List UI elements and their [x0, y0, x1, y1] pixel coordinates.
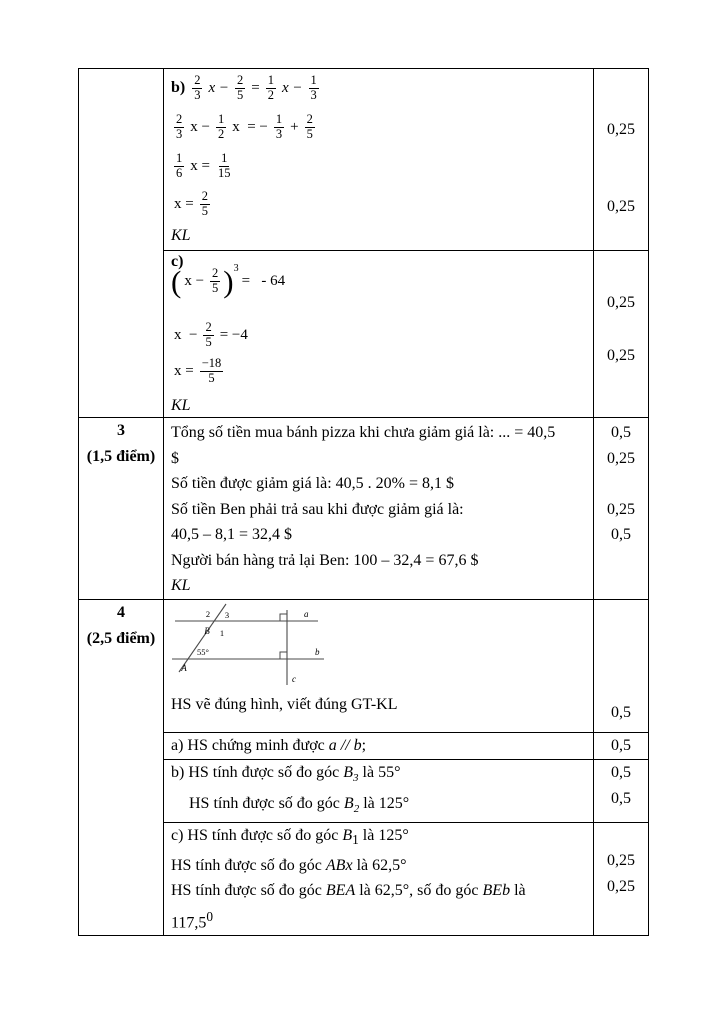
solution-line: [164, 823, 593, 853]
point-value: [594, 471, 648, 497]
part-label: c): [171, 253, 184, 270]
solution-cell-q4b: [164, 759, 594, 822]
math-segment: ABx: [325, 856, 353, 874]
text-segment: là 125°: [358, 826, 409, 844]
math-text: x = −: [232, 118, 268, 135]
line-label-b: b: [315, 646, 320, 657]
row-q2b: [79, 69, 649, 251]
point-value: 0,25: [607, 500, 635, 518]
text-segment: 117,5: [171, 913, 207, 931]
math-text: = - 64: [241, 273, 286, 290]
paren: ): [223, 264, 234, 299]
math-line: [171, 113, 318, 142]
math-text: x −: [174, 326, 198, 343]
text-segment: HS tính được số đo góc: [171, 882, 326, 900]
line-label-c: c: [292, 673, 296, 684]
text-segment: là 55°: [358, 763, 401, 781]
fraction: $\frac{1}{6}$: [176, 151, 183, 180]
math-text: =: [251, 79, 260, 96]
fraction: $\frac{1}{15}$: [217, 151, 231, 180]
math-segment: BEA: [325, 882, 356, 900]
math-segment: a // b: [328, 736, 362, 754]
math-text: x −: [281, 79, 303, 96]
part-label: b): [171, 79, 186, 97]
question-number-cell-q4: [79, 599, 164, 936]
solution-line: Người bán hàng trả lại Ben: 100 – 32,4 = 67,6 $: [171, 551, 479, 569]
fraction: $\frac{2}{5}$: [306, 112, 313, 141]
superscript: 0: [206, 908, 214, 924]
equation: [171, 190, 213, 219]
text-segment: a) HS chứng minh được: [171, 736, 329, 754]
angle-label-2: 2: [205, 608, 211, 619]
fraction: $\frac{2}{5}$: [237, 73, 244, 102]
points-cell-q4a: [594, 732, 649, 759]
math-line: [171, 190, 213, 219]
math-segment: BEb: [482, 882, 511, 900]
question-score: (2,5 điểm): [86, 629, 156, 647]
fraction: $\frac{-18}{5}$: [201, 356, 222, 385]
question-number-cell-q3: [79, 418, 164, 600]
text-segment: ;: [361, 736, 367, 754]
math-text: x −: [184, 273, 205, 290]
equation: [171, 263, 288, 299]
solution-line: [164, 791, 593, 822]
points-cell-q4c: [594, 822, 649, 936]
geometry-figure: [172, 602, 330, 688]
line-label-a: a: [304, 608, 309, 619]
fraction: $\frac{2}{5}$: [205, 320, 212, 349]
solution-line: Số tiền được giảm giá là: 40,5 . 20% = 8,1 $: [171, 475, 455, 492]
exponent: 3: [233, 263, 239, 274]
solution-cell-q4a: [164, 732, 594, 759]
math-segment: B: [343, 794, 354, 812]
point-value: 0,25: [607, 852, 635, 870]
math-line: [171, 321, 251, 350]
text-segment: là 125°: [359, 794, 410, 812]
point-value: [594, 899, 648, 925]
text-segment: HS tính được số đo góc: [171, 856, 326, 874]
subscript: 3: [353, 771, 359, 784]
solution-line: Số tiền Ben phải trả sau khi được giảm giá là:: [171, 500, 464, 518]
kl-label: KL: [171, 577, 191, 594]
right-angle-mark-b: [280, 652, 287, 659]
question-number: 3: [117, 422, 125, 439]
fraction: $\frac{2}{3}$: [176, 112, 183, 141]
kl-label: KL: [171, 397, 191, 414]
point-value: 0,5: [611, 526, 631, 543]
equation: [189, 74, 322, 103]
right-angle-mark-a: [280, 614, 287, 621]
angle-label-1: 1: [219, 627, 225, 638]
angle-label-55: 55°: [197, 646, 209, 657]
transversal-line: [179, 604, 226, 672]
text-segment: là 62,5°, số đo góc: [355, 882, 483, 900]
math-line: [171, 357, 226, 386]
math-text: = −4: [219, 326, 248, 343]
solution-cell-q3: [164, 418, 594, 600]
point-value: 0,25: [607, 347, 635, 364]
solution-line: [164, 853, 593, 879]
row-q4-figure: [79, 599, 649, 732]
fraction: $\frac{1}{3}$: [310, 73, 317, 102]
row-q4c: [79, 822, 649, 936]
fraction: $\frac{1}{2}$: [217, 112, 225, 141]
point-label-B: B: [204, 625, 210, 636]
question-number: 4: [117, 603, 125, 621]
math-line: [171, 74, 322, 103]
point-value: 0,25: [607, 449, 635, 467]
text-segment: HS tính được số đo góc: [189, 794, 344, 812]
solution-cell-q4c: [164, 822, 594, 936]
equation: [171, 357, 226, 386]
row-q2c: [79, 251, 649, 418]
solution-line: [164, 878, 593, 904]
row-q4a: [79, 732, 649, 759]
solution-line: HS vẽ đúng hình, viết đúng GT-KL: [171, 695, 398, 713]
math-text: x =: [174, 362, 194, 379]
solution-line: 40,5 – 8,1 = 32,4 $: [171, 526, 293, 543]
point-value: 0,5: [611, 736, 631, 754]
math-text: x =: [190, 157, 210, 174]
equation: [171, 113, 318, 142]
text-segment: là: [510, 882, 526, 900]
text-segment: là 62,5°: [352, 856, 407, 874]
math-segment: B: [342, 826, 353, 844]
equation: [171, 321, 251, 350]
fraction: $\frac{2}{3}$: [194, 73, 201, 102]
fraction: $\frac{1}{2}$: [267, 73, 274, 102]
text-segment: b) HS tính được số đo góc: [171, 763, 344, 781]
math-line: [171, 152, 235, 181]
point-value: 0,5: [611, 703, 631, 721]
math-text: x −: [190, 118, 210, 135]
math-line: [171, 263, 288, 299]
question-number-cell-q2: [79, 69, 164, 418]
point-value: 0,25: [607, 877, 635, 895]
math-text: x −: [208, 79, 230, 96]
point-value: 0,25: [607, 294, 635, 311]
row-q3: [79, 418, 649, 600]
paren: (: [171, 264, 182, 299]
point-value: 0,25: [607, 198, 635, 215]
solution-line: [164, 904, 593, 936]
solution-cell-q2b: [164, 69, 594, 251]
points-cell-q3: [594, 418, 649, 600]
solution-line: $: [171, 449, 179, 467]
subscript: 2: [353, 802, 360, 815]
math-text: x =: [174, 195, 194, 212]
question-score: (1,5 điểm): [86, 447, 156, 465]
point-value: 0,5: [611, 789, 631, 807]
subscript: 1: [352, 832, 359, 848]
fraction: $\frac{1}{3}$: [275, 112, 283, 141]
math-text: +: [290, 118, 299, 135]
solution-line: Tổng số tiền mua bánh pizza khi chưa giảm giá là: ... = 40,5: [171, 424, 556, 441]
solution-line: [164, 760, 593, 791]
text-segment: c) HS tính được số đo góc: [171, 826, 343, 844]
solution-cell-q4-figure: [164, 599, 594, 732]
points-cell-q4b: [594, 759, 649, 822]
row-q4b: [79, 759, 649, 822]
points-cell-q2b: [594, 69, 649, 251]
point-value: [594, 823, 648, 849]
angle-label-3: 3: [224, 609, 230, 620]
solution-cell-q2c: [164, 251, 594, 418]
fraction: $\frac{2}{5}$: [212, 266, 219, 296]
point-value: 0,25: [607, 121, 635, 138]
kl-label: KL: [171, 227, 191, 244]
point-value: 0,5: [611, 424, 631, 441]
math-segment: B: [343, 763, 354, 781]
point-value: 0,5: [611, 763, 631, 781]
solution-line: [164, 733, 593, 759]
points-cell-q2c: [594, 251, 649, 418]
fraction: $\frac{2}{5}$: [201, 189, 208, 218]
answer-table: [78, 68, 649, 936]
point-label-A: A: [181, 662, 187, 673]
equation: [171, 152, 235, 181]
points-cell-q4-figure: [594, 599, 649, 732]
